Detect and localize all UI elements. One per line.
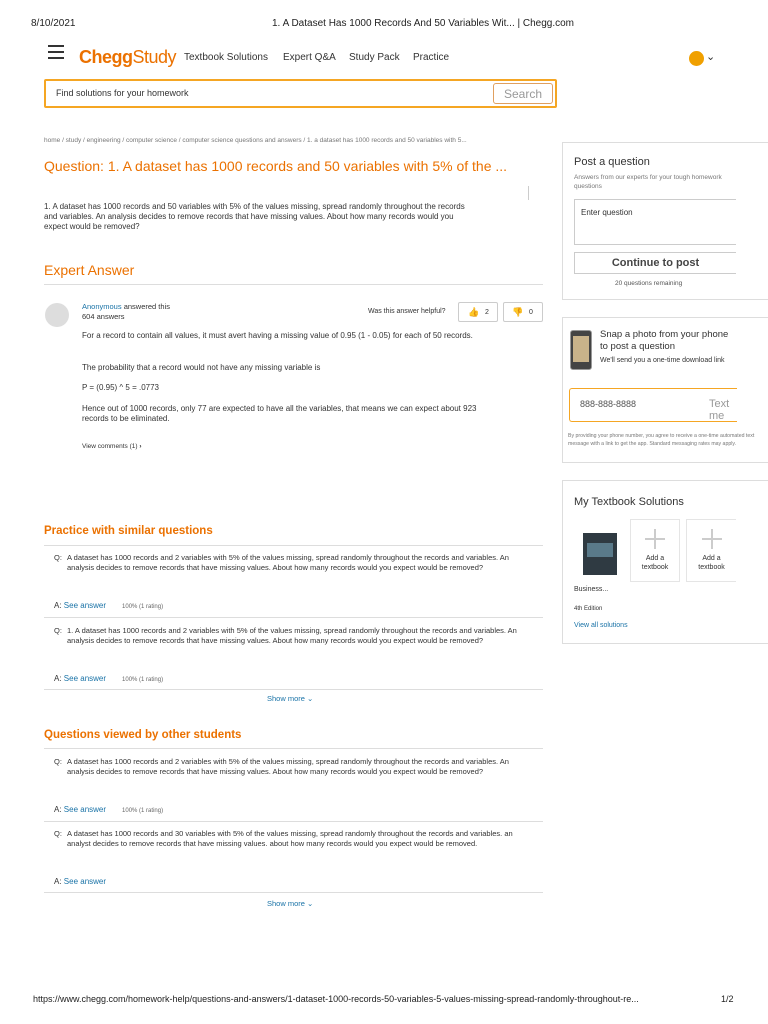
questions-remaining: 20 questions remaining (615, 280, 683, 287)
helpful-question: Was this answer helpful? (368, 308, 446, 315)
answer-row (54, 877, 106, 886)
chevron-down-icon: ⌄ (307, 694, 314, 703)
answer-row (54, 674, 163, 683)
chegg-study-logo[interactable] (79, 47, 176, 68)
phone-number-input[interactable] (569, 388, 737, 422)
question-input-placeholder: Enter question (581, 208, 633, 217)
q-prefix: Q: (54, 553, 62, 562)
question-input[interactable] (574, 199, 736, 245)
thumbs-up-icon: 👍 (468, 307, 480, 317)
textbook-solutions-title: My Textbook Solutions (574, 496, 684, 508)
show-more-text: Show more (267, 694, 305, 703)
logo-study-text: Study (132, 47, 177, 67)
thumbs-down-button[interactable] (503, 302, 543, 322)
user-avatar[interactable] (689, 51, 704, 66)
question-text: 1. A dataset has 1000 records and 2 variables with 5% of the values missing, spread randomly throughout the records and variables. An analysis decides to remove records that have missing values. About how many records would you expect would be removed? (67, 626, 517, 645)
print-date: 8/10/2021 (31, 18, 76, 29)
chevron-down-icon[interactable]: ⌄ (706, 51, 716, 63)
book-name[interactable]: Business... (574, 586, 609, 593)
view-comments-link[interactable] (82, 443, 142, 450)
chevron-down-icon: ⌄ (307, 899, 314, 908)
answer-paragraph: Hence out of 1000 records, only 77 are expected to have all the variables, that means we can expect about 923 records to be eliminated. (82, 404, 477, 423)
divider (44, 748, 543, 749)
a-prefix: A: (54, 877, 62, 886)
q-prefix: Q: (54, 829, 62, 838)
text-me-button[interactable]: Text me (709, 398, 730, 422)
thumbs-down-icon: 👎 (512, 307, 524, 317)
nav-expert-qa[interactable]: Expert Q&A (283, 52, 336, 63)
nav-study-pack[interactable]: Study Pack (349, 52, 400, 63)
see-answer-link[interactable]: See answer (63, 601, 107, 610)
print-title: 1. A Dataset Has 1000 Records And 50 Variables Wit... | Chegg.com (272, 18, 575, 29)
q-prefix: Q: (54, 626, 62, 635)
question-text: A dataset has 1000 records and 2 variables with 5% of the values missing, spread randomly throughout the records and variables. An analysis decides to remove records that have missing values. About how many records would you expect would be removed? (67, 553, 509, 572)
list-item[interactable] (54, 553, 524, 573)
print-page-number: 1/2 (721, 994, 734, 1004)
question-text: A dataset has 1000 records and 30 variables with 5% of the values missing, spread randomly throughout the records and variables. an analyst decides to remove records that have missing values. about how many records would you expect would be removed. (67, 829, 513, 848)
divider (44, 689, 543, 690)
show-more-button[interactable] (267, 899, 313, 908)
answer-paragraph: P = (0.95) ^ 5 = .0773 (82, 383, 159, 392)
nav-textbook-solutions[interactable]: Textbook Solutions (184, 52, 268, 63)
answer-paragraph: For a record to contain all values, it must avert having a missing value of 0.95 (1 - 0.05) for each of 50 records. (82, 331, 473, 340)
divider (44, 284, 543, 285)
plus-icon (702, 529, 722, 549)
book-cover-image[interactable] (583, 533, 617, 575)
q-prefix: Q: (54, 757, 62, 766)
list-item[interactable] (54, 626, 524, 646)
viewed-heading: Questions viewed by other students (44, 729, 242, 741)
add-textbook-button[interactable] (630, 519, 680, 582)
add-textbook-label: Add a textbook (641, 555, 669, 571)
plus-icon (645, 529, 665, 549)
answer-author-link[interactable]: Anonymous (82, 302, 122, 311)
phone-number-value: 888-888-8888 (580, 399, 637, 409)
up-vote-count: 2 (485, 309, 489, 316)
print-url: https://www.chegg.com/homework-help/questions-and-answers/1-dataset-1000-records-50-variables-5-values-missing-spread-randomly-throughout-re... (33, 994, 639, 1004)
answer-author-line (82, 302, 170, 312)
post-question-title: Post a question (574, 156, 650, 168)
answer-count: 604 answers (82, 312, 125, 321)
practice-heading: Practice with similar questions (44, 525, 213, 537)
question-title: Question: 1. A dataset has 1000 records and 50 variables with 5% of the ... (44, 158, 508, 174)
book-edition: 4th Edition (574, 606, 603, 612)
question-text: A dataset has 1000 records and 2 variables with 5% of the values missing, spread randomly throughout the records and variables. An analysis decides to remove records that have missing values. About how many records would you expect would be removed? (67, 757, 509, 776)
search-button[interactable]: Search (493, 83, 553, 104)
divider (44, 545, 543, 546)
divider (44, 617, 543, 618)
add-textbook-label: Add a textbook (698, 555, 725, 571)
down-vote-count: 0 (529, 309, 533, 316)
answer-row (54, 805, 163, 814)
menu-icon[interactable] (48, 45, 64, 59)
see-answer-link[interactable]: See answer (63, 805, 107, 814)
divider (44, 821, 543, 822)
divider (44, 892, 543, 893)
answer-row (54, 601, 163, 610)
avatar (45, 303, 69, 327)
snap-subtitle: We'll send you a one-time download link (600, 357, 725, 364)
answered-text: answered this (121, 302, 170, 311)
divider (528, 186, 529, 200)
nav-practice[interactable]: Practice (413, 52, 450, 63)
question-body: 1. A dataset has 1000 records and 50 variables with 5% of the values missing, spread randomly throughout the records and variables. An analysis decides to remove records that have missing values. About how many records would you expect would be removed? (44, 202, 465, 231)
show-more-button[interactable] (267, 694, 313, 703)
rating: 100% (1 rating) (122, 808, 164, 814)
list-item[interactable] (54, 829, 524, 849)
phone-icon (570, 330, 592, 370)
see-answer-link[interactable]: See answer (63, 674, 107, 683)
a-prefix: A: (54, 674, 62, 683)
logo-chegg-text: Chegg (79, 47, 133, 67)
sms-disclaimer: By providing your phone number, you agree to receive a one-time automated text message with a link to get the app. Standard messaging rates may apply. (568, 433, 755, 447)
continue-to-post-button[interactable]: Continue to post (574, 252, 736, 274)
thumbs-up-button[interactable] (458, 302, 498, 322)
rating: 100% (1 rating) (122, 677, 164, 683)
view-all-solutions-link[interactable]: View all solutions (574, 622, 628, 629)
answer-paragraph: The probability that a record would not have any missing variable is (82, 363, 321, 372)
rating: 100% (1 rating) (122, 604, 164, 610)
view-comments-text: View comments (1) (82, 443, 138, 450)
breadcrumb[interactable]: home / study / engineering / computer science / computer science questions and answers / 1. a dataset has 1000 records and 50 variables with 5... (44, 137, 467, 144)
add-textbook-button[interactable] (686, 519, 736, 582)
post-question-subtitle: Answers from our experts for your tough homework questions (574, 174, 722, 190)
snap-title: Snap a photo from your phone to post a question (600, 329, 729, 352)
a-prefix: A: (54, 601, 62, 610)
see-answer-link[interactable]: See answer (63, 877, 107, 886)
list-item[interactable] (54, 757, 524, 777)
expert-answer-heading: Expert Answer (44, 262, 135, 278)
show-more-text: Show more (267, 899, 305, 908)
chevron-right-icon: › (139, 443, 142, 450)
search-input[interactable]: Find solutions for your homework (56, 88, 189, 98)
a-prefix: A: (54, 805, 62, 814)
search-bar (44, 79, 557, 108)
